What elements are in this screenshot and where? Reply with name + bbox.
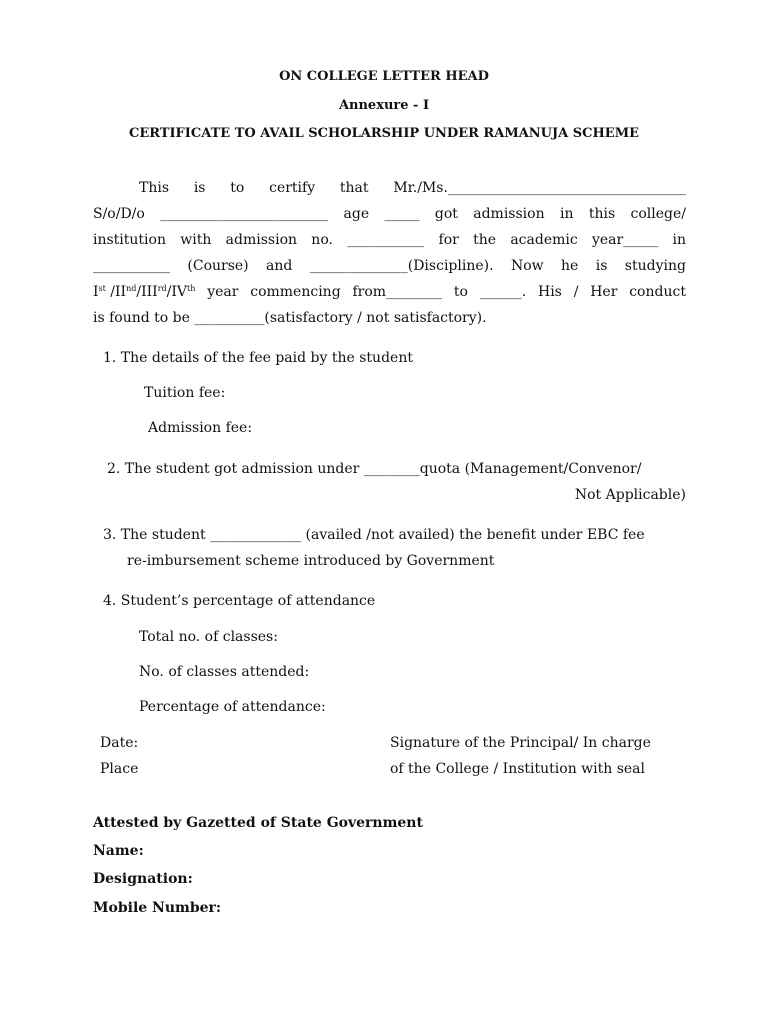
- tuition-fee-label: Tuition fee:: [144, 385, 226, 401]
- word: His: [538, 284, 562, 300]
- word: to: [453, 284, 468, 300]
- date-label: Date:: [100, 735, 139, 751]
- discipline-blank: ______________(Discipline).: [309, 258, 494, 274]
- word: and: [266, 258, 293, 274]
- ordinal-suffix: rd: [157, 284, 167, 293]
- year-ordinals: [93, 282, 195, 308]
- word: certify: [269, 180, 316, 196]
- certification-paragraph: [93, 178, 686, 334]
- word: that: [339, 180, 369, 196]
- ordinal: /II: [105, 284, 127, 300]
- classes-attended-label: No. of classes attended:: [139, 664, 310, 680]
- ordinal-suffix: st: [98, 284, 106, 293]
- ebc-item-line-2: re-imbursement scheme introduced by Government: [127, 553, 495, 569]
- ebc-item-line-1: 3. The student _____________ (availed /not availed) the benefit under EBC fee: [103, 527, 645, 543]
- attendance-item: 4. Student’s percentage of attendance: [103, 593, 376, 609]
- word: to: [230, 180, 245, 196]
- word: admission: [473, 206, 545, 222]
- signature-line-1: Signature of the Principal/ In charge: [390, 735, 651, 751]
- word: conduct: [629, 284, 686, 300]
- total-classes-label: Total no. of classes:: [139, 629, 278, 645]
- ordinal: /IV: [166, 284, 187, 300]
- quota-item-line-2: Not Applicable): [574, 487, 686, 503]
- paragraph-line-2: [93, 204, 686, 230]
- word: studying: [624, 258, 686, 274]
- annexure-heading: Annexure - I: [338, 98, 430, 113]
- ordinal-suffix: th: [187, 284, 196, 293]
- paragraph-line-1: [93, 178, 686, 204]
- word: Now: [510, 258, 544, 274]
- fee-details-item: 1. The details of the fee paid by the student: [103, 350, 413, 366]
- attester-name-label: Name:: [93, 843, 144, 859]
- word: with: [180, 232, 212, 248]
- attester-mobile-label: Mobile Number:: [93, 900, 222, 916]
- paragraph-line-6: is found to be __________(satisfactory / not satisfactory).: [93, 310, 487, 326]
- parent-blank: ________________________: [160, 206, 329, 222]
- admission-fee-label: Admission fee:: [148, 420, 253, 436]
- word: institution: [93, 232, 166, 248]
- word: (Course): [187, 258, 249, 274]
- word: S/o/D/o: [93, 206, 145, 222]
- word: age: [343, 206, 370, 222]
- word: for: [438, 232, 459, 248]
- certificate-title: CERTIFICATE TO AVAIL SCHOLARSHIP UNDER RAMANUJA SCHEME: [128, 126, 640, 141]
- word: this: [588, 206, 616, 222]
- word: he: [561, 258, 579, 274]
- word: commencing: [250, 284, 341, 300]
- academic-year-blank: year_____: [591, 232, 659, 248]
- word: college/: [630, 206, 686, 222]
- word: academic: [510, 232, 578, 248]
- attester-designation-label: Designation:: [93, 871, 193, 887]
- ordinal: I: [93, 284, 99, 300]
- word: is: [595, 258, 608, 274]
- paragraph-line-4: [93, 256, 686, 282]
- word: Her: [590, 284, 618, 300]
- word: year: [207, 284, 239, 300]
- ordinal: /III: [136, 284, 158, 300]
- word: no.: [311, 232, 333, 248]
- quota-item-line-1: 2. The student got admission under ________quota (Management/Convenor/: [107, 461, 642, 477]
- word: in: [672, 232, 686, 248]
- word: This: [139, 180, 170, 196]
- attendance-percentage-label: Percentage of attendance:: [139, 699, 326, 715]
- word: admission: [225, 232, 298, 248]
- attestation-title: Attested by Gazetted of State Government: [93, 815, 423, 831]
- signature-line-2: of the College / Institution with seal: [390, 761, 646, 777]
- ordinal-suffix: nd: [126, 284, 137, 293]
- word: in: [559, 206, 574, 222]
- word: is: [193, 180, 206, 196]
- word: /: [573, 284, 579, 300]
- name-blank: Mr./Ms.__________________________________: [393, 180, 686, 196]
- word: got: [434, 206, 458, 222]
- course-blank: ___________: [93, 258, 170, 274]
- indent: [93, 178, 139, 204]
- admission-no-blank: ___________: [347, 232, 425, 248]
- word: the: [473, 232, 497, 248]
- paragraph-line-3: [93, 230, 686, 256]
- line-1-words: [139, 178, 686, 204]
- to-blank: ______.: [479, 284, 527, 300]
- letterhead-heading: ON COLLEGE LETTER HEAD: [279, 69, 489, 84]
- from-blank: from________: [352, 284, 443, 300]
- place-label: Place: [100, 761, 139, 777]
- paragraph-line-5: [93, 282, 686, 308]
- age-blank: _____: [384, 206, 420, 222]
